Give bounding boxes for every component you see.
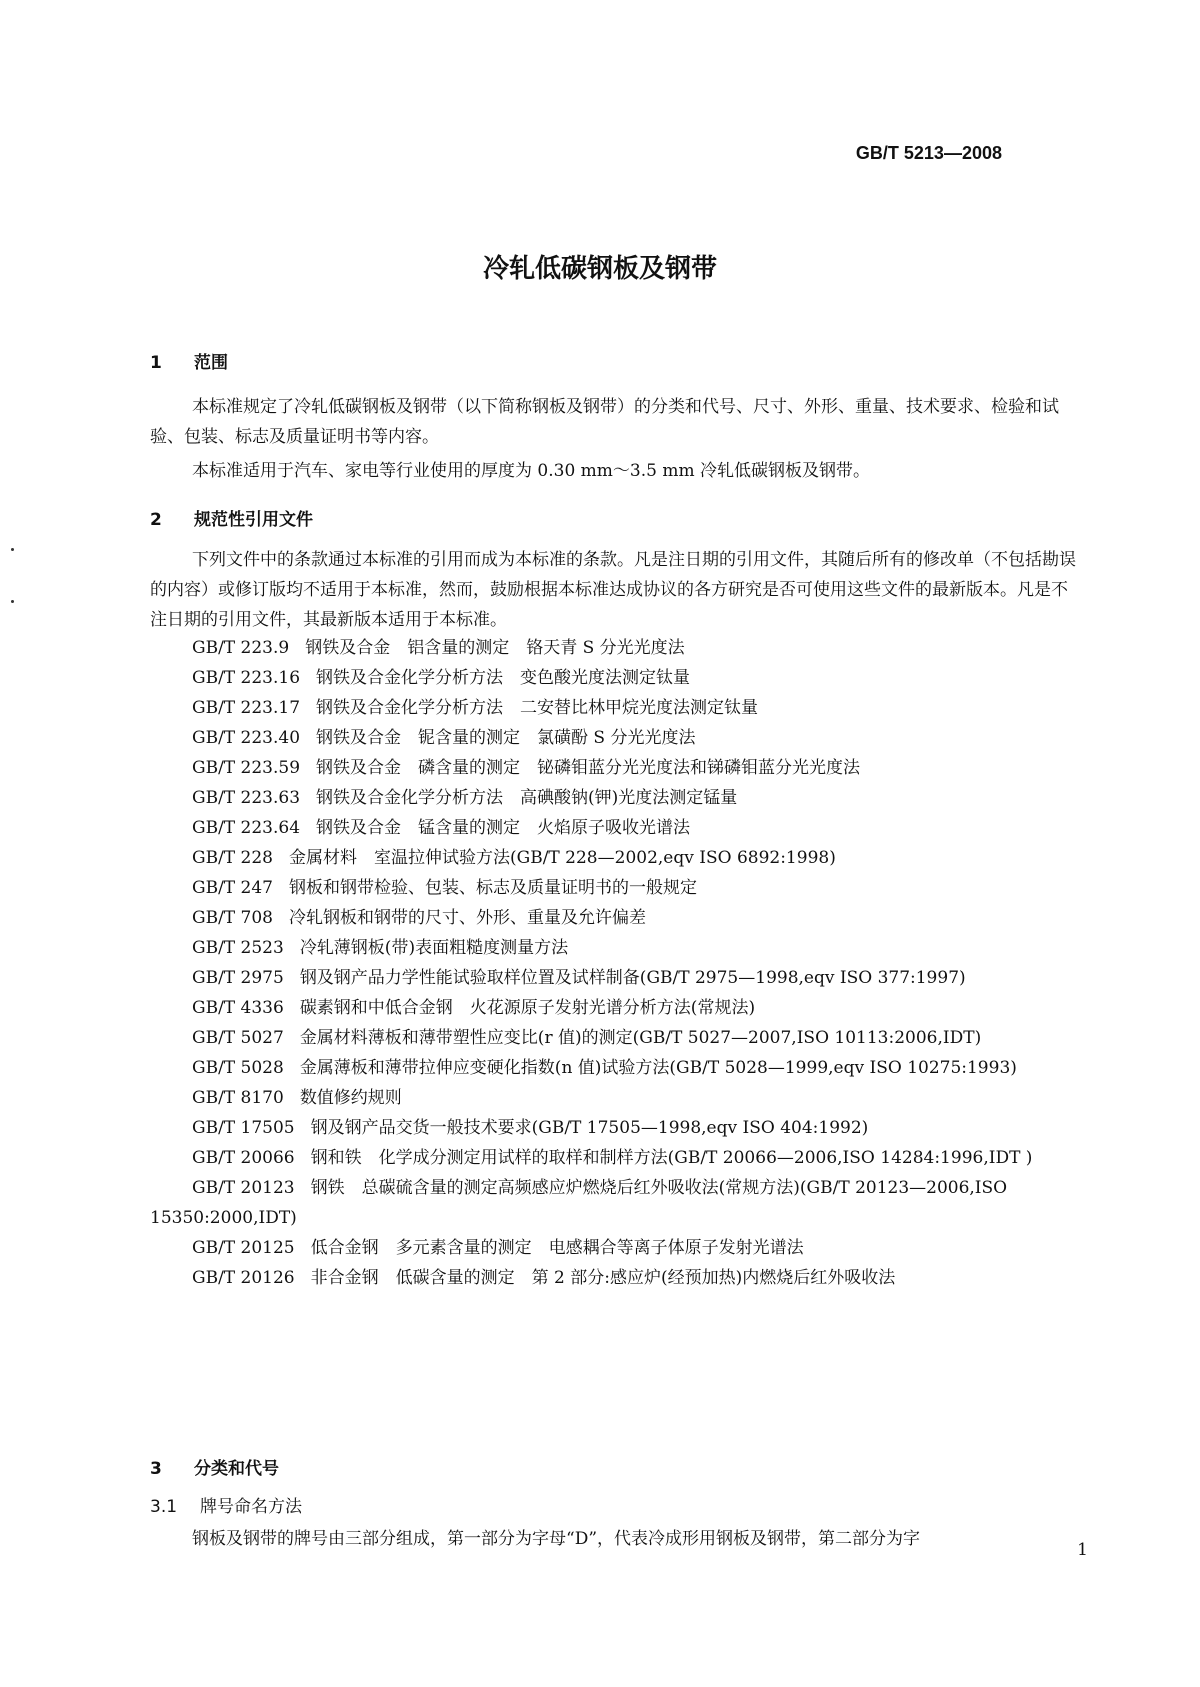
reference-code: GB/T 223.63 <box>192 788 301 808</box>
reference-title: 钢铁及合金化学分析方法 高碘酸钠(钾)光度法测定锰量 <box>316 788 738 808</box>
scan-speck <box>11 548 14 551</box>
section-3-heading <box>150 1454 279 1479</box>
reference-title: 金属材料 室温拉伸试验方法(GB/T 228—2002,eqv ISO 6892:1998) <box>289 848 836 868</box>
reference-title: 数值修约规则 <box>299 1088 402 1108</box>
reference-item <box>150 873 1078 903</box>
reference-code: GB/T 223.59 <box>192 758 301 778</box>
reference-entry <box>150 1053 1078 1083</box>
reference-item <box>150 903 1078 933</box>
reference-title: 钢铁及合金 铌含量的测定 氯磺酚 S 分光光度法 <box>316 728 696 748</box>
reference-code: GB/T 2523 <box>192 938 284 958</box>
reference-title: 冷轧钢板和钢带的尺寸、外形、重量及允许偏差 <box>289 908 646 928</box>
reference-title: 钢及钢产品力学性能试验取样位置及试样制备(GB/T 2975—1998,eqv ISO 377:1997) <box>299 968 966 988</box>
reference-entry <box>150 1263 1078 1293</box>
reference-entry <box>150 1143 1078 1173</box>
reference-item <box>150 753 1078 783</box>
subsection-number: 3.1 <box>150 1497 178 1517</box>
reference-title: 钢铁及合金化学分析方法 变色酸光度法测定钛量 <box>316 668 691 688</box>
reference-entry <box>150 723 1078 753</box>
section-number: 1 <box>150 353 162 373</box>
reference-code: GB/T 247 <box>192 878 273 898</box>
reference-item <box>150 1233 1078 1263</box>
reference-code: GB/T 708 <box>192 908 273 928</box>
section-title: 分类和代号 <box>194 1459 279 1479</box>
reference-code: GB/T 5028 <box>192 1058 284 1078</box>
reference-list <box>150 633 1078 1293</box>
reference-entry <box>150 783 1078 813</box>
reference-item <box>150 693 1078 723</box>
reference-code: GB/T 223.17 <box>192 698 301 718</box>
section-title: 规范性引用文件 <box>194 510 313 530</box>
reference-title: 冷轧薄钢板(带)表面粗糙度测量方法 <box>299 938 569 958</box>
reference-code: GB/T 4336 <box>192 998 284 1018</box>
reference-title: 钢铁及合金 铝含量的测定 铬天青 S 分光光度法 <box>305 638 685 658</box>
reference-code: GB/T 20125 <box>192 1238 295 1258</box>
reference-title: 钢铁 总碳硫含量的测定高频感应炉燃烧后红外吸收法(常规方法)(GB/T 20123—2006,ISO 15350:2000,IDT) <box>150 1178 1008 1228</box>
reference-title: 金属薄板和薄带拉伸应变硬化指数(n 值)试验方法(GB/T 5028—1999,eqv ISO 10275:1993) <box>299 1058 1017 1078</box>
reference-code: GB/T 223.64 <box>192 818 301 838</box>
standard-code: GB/T 5213—2008 <box>855 143 1002 163</box>
reference-entry <box>150 1023 1078 1053</box>
reference-entry <box>150 903 1078 933</box>
subsection-3-1-text: 钢板及钢带的牌号由三部分组成，第一部分为字母“D”，代表冷成形用钢板及钢带，第二部分为字 <box>192 1529 921 1549</box>
reference-title: 钢铁及合金 锰含量的测定 火焰原子吸收光谱法 <box>316 818 691 838</box>
reference-item <box>150 1263 1078 1293</box>
reference-code: GB/T 20126 <box>192 1268 295 1288</box>
reference-title: 碳素钢和中低合金钢 火花源原子发射光谱分析方法(常规法) <box>299 998 756 1018</box>
reference-entry <box>150 1233 1078 1263</box>
reference-item <box>150 963 1078 993</box>
section-number: 2 <box>150 510 162 530</box>
references-intro: 下列文件中的条款通过本标准的引用而成为本标准的条款。凡是注日期的引用文件，其随后所有的修改单（不包括勘误的内容）或修订版均不适用于本标准，然而，鼓励根据本标准达成协议的各方研究是否可使用这些文件的最新版本。凡是不注日期的引用文件，其最新版本适用于本标准。 <box>150 550 1076 630</box>
scan-speck <box>11 600 14 603</box>
scope-paragraph-2: 本标准适用于汽车、家电等行业使用的厚度为 0.30 mm～3.5 mm 冷轧低碳钢板及钢带。 <box>192 461 870 481</box>
reference-item <box>150 633 1078 663</box>
section-1-heading <box>150 348 228 373</box>
reference-entry <box>150 873 1078 903</box>
section-title: 范围 <box>194 353 228 373</box>
reference-item <box>150 1143 1078 1173</box>
section-number: 3 <box>150 1459 162 1479</box>
reference-code: GB/T 20123 <box>192 1178 295 1198</box>
reference-entry <box>150 813 1078 843</box>
reference-item <box>150 1053 1078 1083</box>
reference-code: GB/T 228 <box>192 848 273 868</box>
reference-entry <box>150 1173 1078 1233</box>
reference-title: 低合金钢 多元素含量的测定 电感耦合等离子体原子发射光谱法 <box>310 1238 804 1258</box>
reference-item <box>150 843 1078 873</box>
document-title: 冷轧低碳钢板及钢带 <box>482 254 717 284</box>
reference-code: GB/T 8170 <box>192 1088 284 1108</box>
reference-code: GB/T 17505 <box>192 1118 295 1138</box>
reference-title: 金属材料薄板和薄带塑性应变比(r 值)的测定(GB/T 5027—2007,ISO 10113:2006,IDT) <box>299 1028 982 1048</box>
reference-item <box>150 1083 1078 1113</box>
scope-paragraph-1: 本标准规定了冷轧低碳钢板及钢带（以下简称钢板及钢带）的分类和代号、尺寸、外形、重量、技术要求、检验和试验、包装、标志及质量证明书等内容。 <box>150 397 1059 447</box>
reference-entry <box>150 663 1078 693</box>
subsection-3-1-heading <box>150 1492 302 1517</box>
reference-code: GB/T 5027 <box>192 1028 284 1048</box>
reference-item <box>150 783 1078 813</box>
reference-title: 钢及钢产品交货一般技术要求(GB/T 17505—1998,eqv ISO 404:1992) <box>310 1118 869 1138</box>
reference-item <box>150 813 1078 843</box>
reference-entry <box>150 933 1078 963</box>
reference-entry <box>150 1083 1078 1113</box>
reference-title: 钢铁及合金化学分析方法 二安替比林甲烷光度法测定钛量 <box>316 698 759 718</box>
reference-item <box>150 1023 1078 1053</box>
reference-entry <box>150 693 1078 723</box>
page-number: 1 <box>1077 1540 1088 1560</box>
reference-code: GB/T 223.40 <box>192 728 301 748</box>
reference-entry <box>150 993 1078 1023</box>
reference-item <box>150 1113 1078 1143</box>
reference-item <box>150 993 1078 1023</box>
reference-entry <box>150 753 1078 783</box>
reference-item <box>150 933 1078 963</box>
reference-title: 钢铁及合金 磷含量的测定 铋磷钼蓝分光光度法和锑磷钼蓝分光光度法 <box>316 758 861 778</box>
reference-item <box>150 1173 1078 1233</box>
reference-code: GB/T 2975 <box>192 968 284 988</box>
reference-item <box>150 723 1078 753</box>
reference-entry <box>150 1113 1078 1143</box>
reference-entry <box>150 843 1078 873</box>
reference-entry <box>150 963 1078 993</box>
reference-code: GB/T 223.9 <box>192 638 290 658</box>
reference-title: 钢板和钢带检验、包装、标志及质量证明书的一般规定 <box>289 878 697 898</box>
section-2-heading <box>150 505 313 530</box>
subsection-title: 牌号命名方法 <box>200 1497 302 1517</box>
reference-code: GB/T 20066 <box>192 1148 295 1168</box>
reference-item <box>150 663 1078 693</box>
reference-entry <box>150 633 1078 663</box>
reference-code: GB/T 223.16 <box>192 668 301 688</box>
reference-title: 钢和铁 化学成分测定用试样的取样和制样方法(GB/T 20066—2006,ISO 14284:1996,IDT ) <box>310 1148 1033 1168</box>
reference-title: 非合金钢 低碳含量的测定 第 2 部分:感应炉(经预加热)内燃烧后红外吸收法 <box>310 1268 896 1288</box>
